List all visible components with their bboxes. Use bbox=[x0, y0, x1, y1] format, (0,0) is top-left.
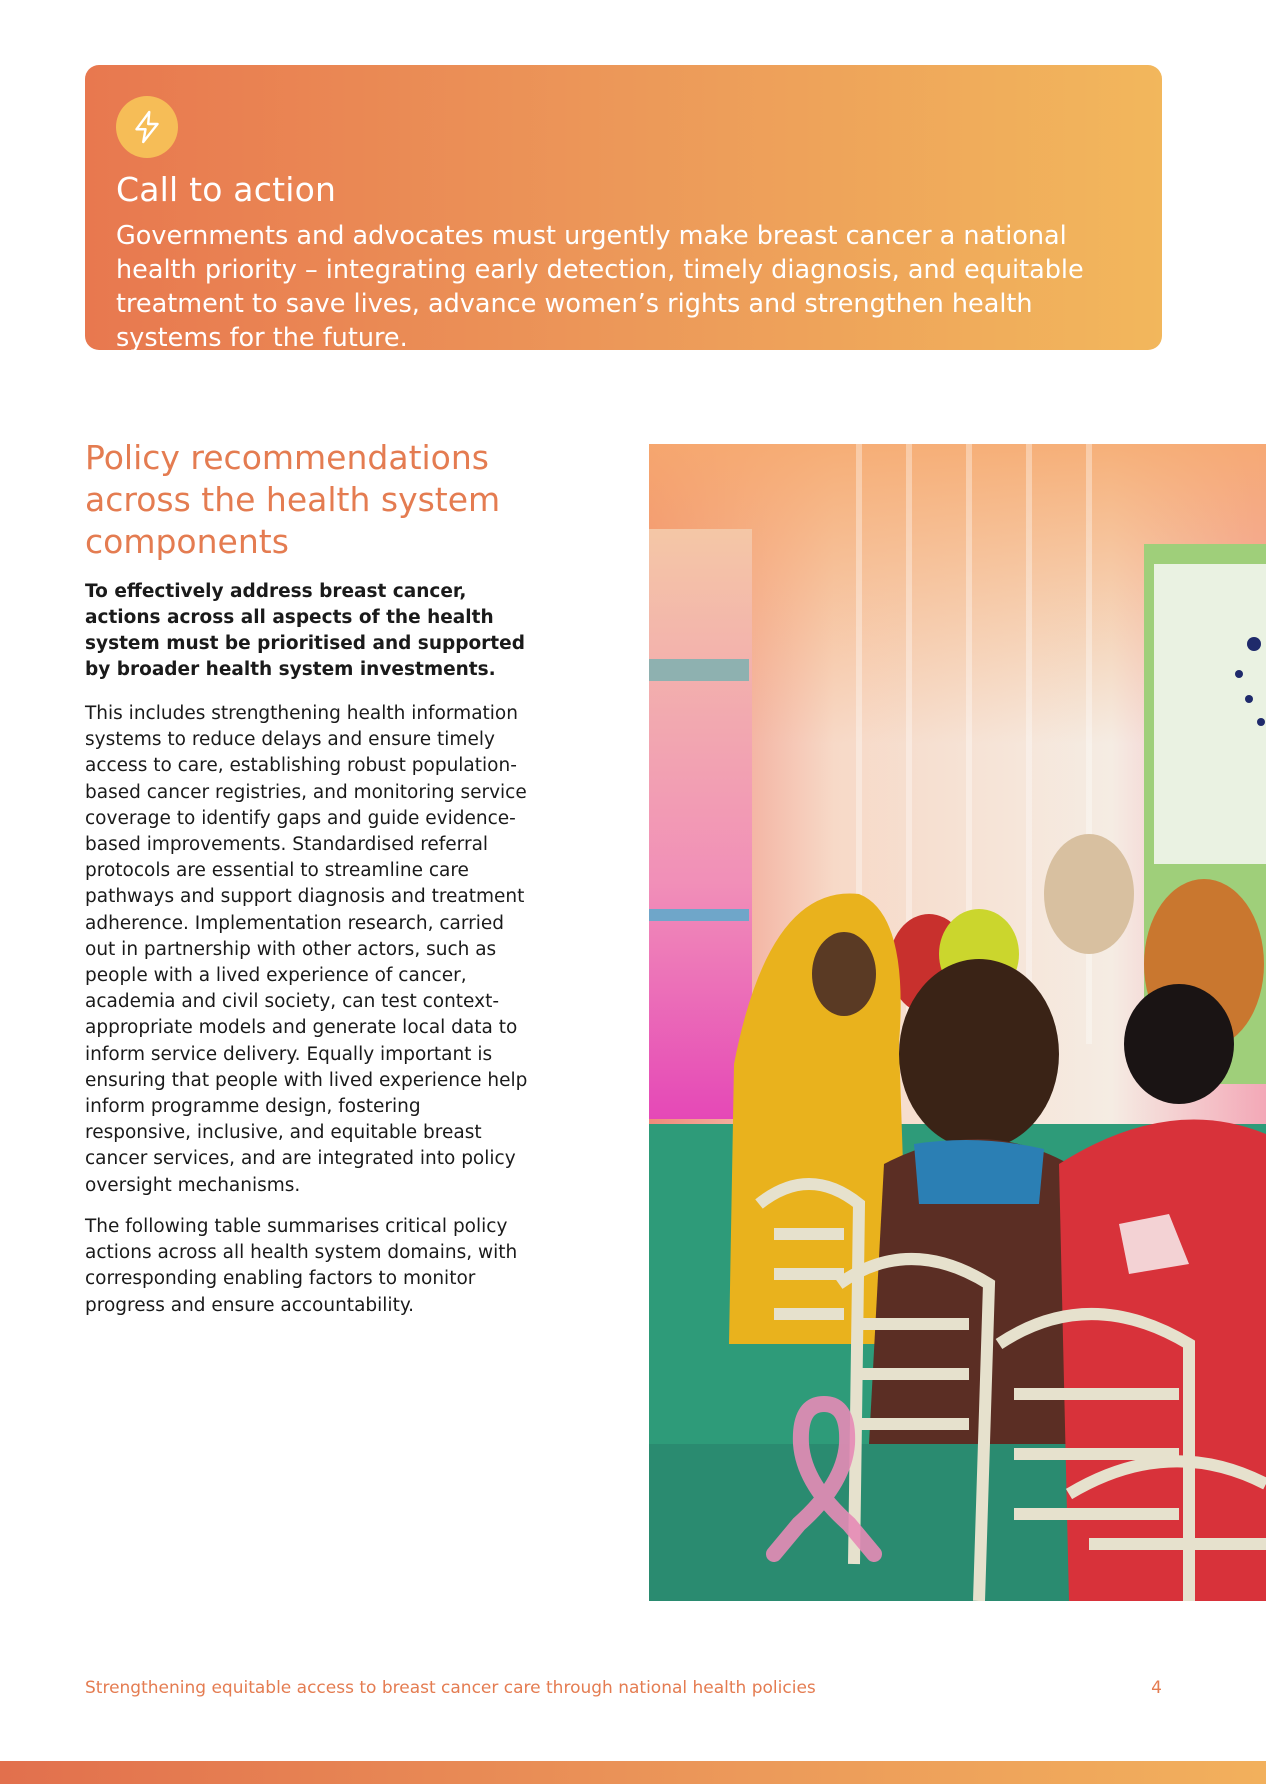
page-number: 4 bbox=[1151, 1678, 1162, 1698]
call-to-action-text: Governments and advocates must urgently make breast cancer a national health priority – integrating early detection, timely diagnosis, and equitable treatment to save lives, advance women’s rights and strengthen health systems for the future. bbox=[116, 221, 1084, 353]
event-photo bbox=[649, 444, 1266, 1601]
call-to-action-box bbox=[85, 65, 1162, 353]
lightning-icon bbox=[116, 96, 178, 158]
section-heading: Policy recommendations across the health system components bbox=[85, 438, 501, 561]
lead-paragraph: To effectively address breast cancer, actions across all aspects of the health system must be prioritised and supported by broader health system investments. bbox=[85, 581, 525, 680]
event-photo-illustration bbox=[649, 444, 1266, 1601]
call-to-action-title: Call to action bbox=[116, 170, 337, 209]
footer-document-title: Strengthening equitable access to breast cancer care through national health policies bbox=[85, 1678, 816, 1698]
footer-color-bar bbox=[0, 1761, 1266, 1784]
body-paragraph: This includes strengthening health information systems to reduce delays and ensure timely access to care, establishing robust population-based cancer registries, and monitoring service coverage to identify gaps and guide evidence-based improvements. Standardised referral protocols are essential to streamline care pathways and support diagnosis and treatment adherence. Implementation research, carried out in partnership with other actors, such as people with a lived experience of cancer, academia and civil society, can test context-appropriate models and generate local data to inform service delivery. Equally important is ensuring that people with lived experience help inform programme design, fostering responsive, inclusive, and equitable breast cancer services, and are integrated into policy oversight mechanisms. bbox=[85, 703, 528, 1196]
body-paragraph: The following table summarises critical policy actions across all health system domains, with corresponding enabling factors to monitor progress and ensure accountability. bbox=[85, 1216, 518, 1316]
